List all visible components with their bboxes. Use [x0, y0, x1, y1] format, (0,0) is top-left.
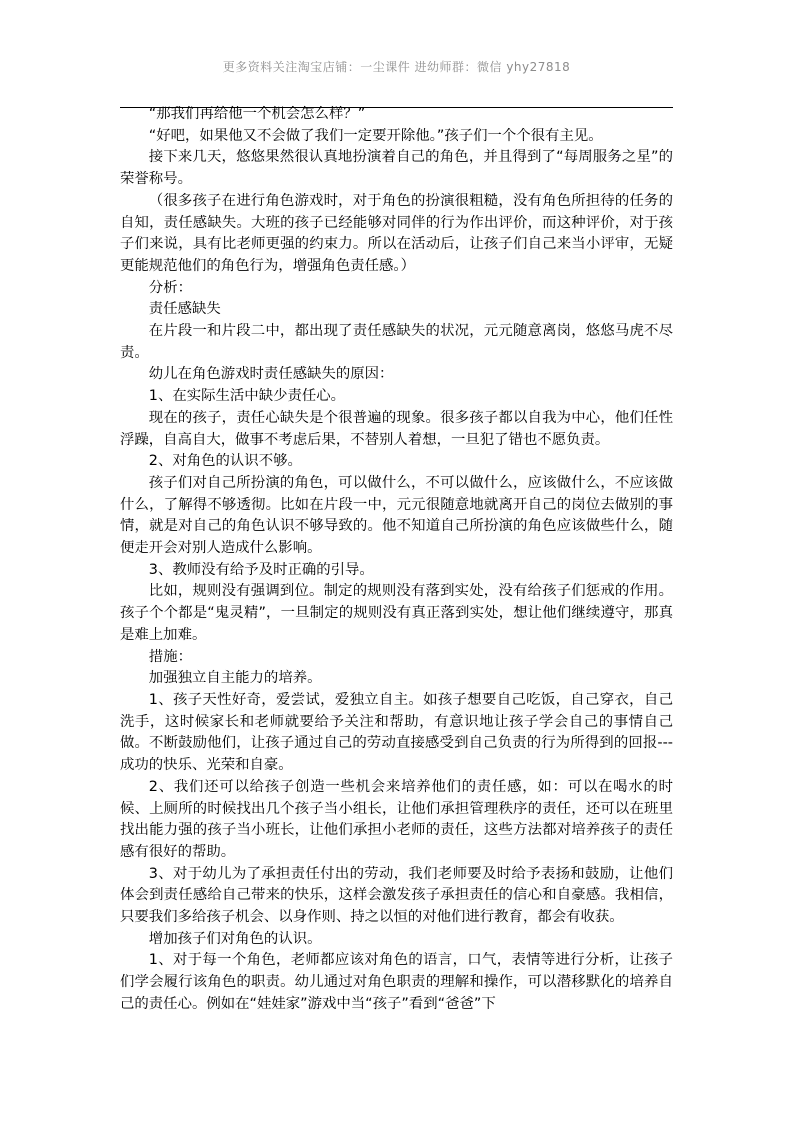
section-heading: 分析： [148, 279, 192, 296]
subheading: 增加孩子们对角色的认识。 [148, 930, 322, 947]
paragraph: 1、孩子天性好奇，爱尝试，爱独立自主。如孩子想要自己吃饭，自己穿衣，自己洗手，这时候家长和老师就要给予关注和帮助，有意识地让孩子学会自己的事情自己做。不断鼓励他们，让孩子通过自己的劳动直接感受到自己负责的行为所得到的回报---成功的快乐、光荣和自豪。 [120, 691, 673, 774]
document-body [120, 104, 673, 1016]
paragraph: （很多孩子在进行角色游戏时，对于角色的扮演很粗糙，没有角色所担待的任务的自知，责任感缺失。大班的孩子已经能够对同伴的行为作出评价，而这种评价，对于孩子们来说，具有比老师更强的约束力。所以在活动后，让孩子们自己来当小评审，无疑更能规范他们的角色行为，增强角色责任感。） [120, 192, 673, 274]
subheading: 责任感缺失 [148, 301, 221, 318]
paragraph: 比如，规则没有强调到位。制定的规则没有落到实处，没有给孩子们惩戒的作用。孩子个个都是“鬼灵精”，一旦制定的规则没有真正落到实处，想让他们继续遵守，那真是难上加难。 [120, 583, 673, 643]
list-item: 1、在实际生活中缺少责任心。 [148, 388, 346, 405]
list-item: 2、对角色的认识不够。 [148, 453, 302, 470]
paragraph: 2、我们还可以给孩子创造一些机会来培养他们的责任感，如：可以在喝水的时候、上厕所的时候找出几个孩子当小组长，让他们承担管理秩序的责任，还可以在班里找出能力强的孩子当小班长，让他们承担小老师的责任，这些方法都对培养孩子的责任感有很好的帮助。 [120, 778, 673, 860]
paragraph: “那我们再给他一个机会怎么样？” [148, 106, 366, 122]
paragraph: 接下来几天，悠悠果然很认真地扮演着自己的角色，并且得到了“每周服务之星”的荣誉称号。 [120, 149, 673, 188]
page-header: 更多资料关注淘宝店铺：一尘课件 进幼师群：微信 yhy27818 [222, 60, 571, 74]
paragraph: 现在的孩子，责任心缺失是个很普遍的现象。很多孩子都以自我为中心，他们任性浮躁，自高自大，做事不考虑后果，不替别人着想，一旦犯了错也不愿负责。 [120, 409, 673, 448]
paragraph: 3、对于幼儿为了承担责任付出的劳动，我们老师要及时给予表扬和鼓励，让他们体会到责任感给自己带来的快乐，这样会激发孩子承担责任的信心和自豪感。我相信，只要我们多给孩子机会、以身作则、持之以恒的对他们进行教育，都会有收获。 [120, 865, 673, 926]
paragraph: 孩子们对自己所扮演的角色，可以做什么，不可以做什么，应该做什么，不应该做什么，了解得不够透彻。比如在片段一中，元元很随意地就离开自己的岗位去做别的事情，就是对自己的角色认识不够导致的。他不知道自己所扮演的角色应该做些什么，随便走开会对别人造成什么影响。 [120, 474, 673, 557]
subheading: 加强独立自主能力的培养。 [148, 670, 322, 687]
paragraph: “好吧，如果他又不会做了我们一定要开除他。”孩子们一个个很有主见。 [148, 127, 603, 144]
section-heading: 措施： [148, 648, 192, 665]
paragraph: 在片段一和片段二中，都出现了责任感缺失的状况，元元随意离岗，悠悠马虎不尽责。 [120, 323, 673, 361]
paragraph: 幼儿在角色游戏时责任感缺失的原因： [148, 366, 394, 383]
list-item: 3、教师没有给予及时正确的引导。 [148, 561, 374, 578]
paragraph: 1、对于每一个角色，老师都应该对角色的语言，口气，表情等进行分析，让孩子们学会履行该角色的职责。幼儿通过对角色职责的理解和操作，可以潜移默化的培养自己的责任心。例如在“娃娃家”游戏中当“孩子”看到“爸爸”下 [120, 952, 673, 1012]
